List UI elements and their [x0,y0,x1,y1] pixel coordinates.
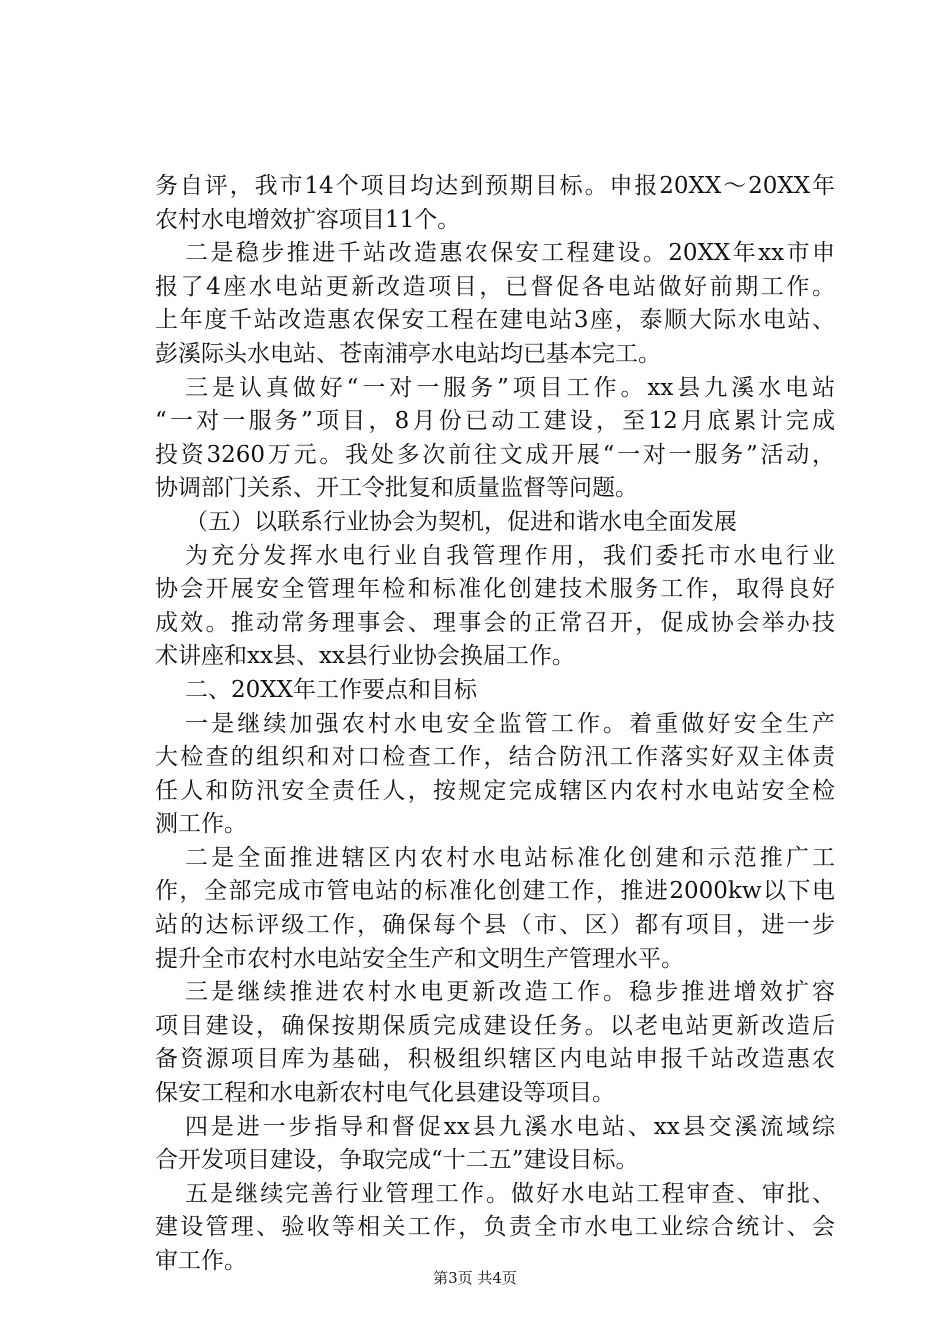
text-line: 备资源项目库为基础，积极组织辖区内电站申报千站改造惠农 [155,1046,835,1073]
text-line: 五是继续完善行业管理工作。做好水电站工程审查、审批、 [185,1180,835,1207]
text-line: 作，全部完成市管电站的标准化创建工作，推进2000kw以下电 [155,878,835,905]
text-line: 提升全市农村水电站安全生产和文明生产管理水平。 [155,945,684,972]
text-line: 务自评，我市14个项目均达到预期目标。申报20XX～20XX年 [155,173,835,199]
text-line: 三是认真做好“一对一服务”项目工作。xx县九溪水电站 [185,374,835,401]
text-line: 建设管理、验收等相关工作，负责全市水电工业综合统计、会 [155,1214,835,1241]
text-line: 二、20XX年工作要点和目标 [185,676,478,703]
text-line: 上年度千站改造惠农保安工程在建电站3座，泰顺大际水电站、 [155,307,835,334]
text-line: 彭溪际头水电站、苍南浦亭水电站均已基本完工。 [155,340,661,367]
page-number: 第3页 共4页 [433,1269,517,1287]
text-line: 合开发项目建设，争取完成“十二五”建设目标。 [155,1147,639,1174]
text-line: 报了4座水电站更新改造项目，已督促各电站做好前期工作。 [155,273,835,300]
text-line: 四是进一步指导和督促xx县九溪水电站、xx县交溪流域综 [185,1113,835,1140]
text-line: 一是继续加强农村水电安全监管工作。着重做好安全生产 [185,710,835,737]
text-line: 协会开展安全管理年检和标准化创建技术服务工作，取得良好 [155,576,835,603]
text-line: 术讲座和xx县、xx县行业协会换届工作。 [155,643,575,670]
text-line: 三是继续推进农村水电更新改造工作。稳步推进增效扩容 [185,979,835,1006]
text-line: 站的达标评级工作，确保每个县（市、区）都有项目，进一步 [155,912,835,939]
text-line: 协调部门关系、开工令批复和质量监督等问题。 [155,475,638,502]
document-body [155,170,835,1279]
text-line: 成效。推动常务理事会、理事会的正常召开，促成协会举办技 [155,609,835,636]
text-line: 测工作。 [155,811,247,838]
text-line: 农村水电增效扩容项目11个。 [155,206,461,233]
text-line: 审工作。 [155,1248,247,1274]
text-line: 二是全面推进辖区内农村水电站标准化创建和示范推广工 [185,844,835,871]
text-line: 项目建设，确保按期保质完成建设任务。以老电站更新改造后 [155,1012,835,1039]
text-line: 任人和防汛安全责任人，按规定完成辖区内农村水电站安全检 [155,777,835,804]
text-line: 二是稳步推进千站改造惠农保安工程建设。20XX年xx市申 [185,240,835,267]
text-line: “一对一服务”项目，8月份已动工建设，至12月底累计完成 [155,408,835,435]
text-line: 为充分发挥水电行业自我管理作用，我们委托市水电行业 [185,542,835,569]
text-line: 投资3260万元。我处多次前往文成开展“一对一服务”活动， [155,441,835,468]
text-line: 保安工程和水电新农村电气化县建设等项目。 [155,1080,615,1107]
text-line: 大检查的组织和对口检查工作，结合防汛工作落实好双主体责 [155,744,835,771]
text-line: （五）以联系行业协会为契机，促进和谐水电全面发展 [185,508,737,535]
